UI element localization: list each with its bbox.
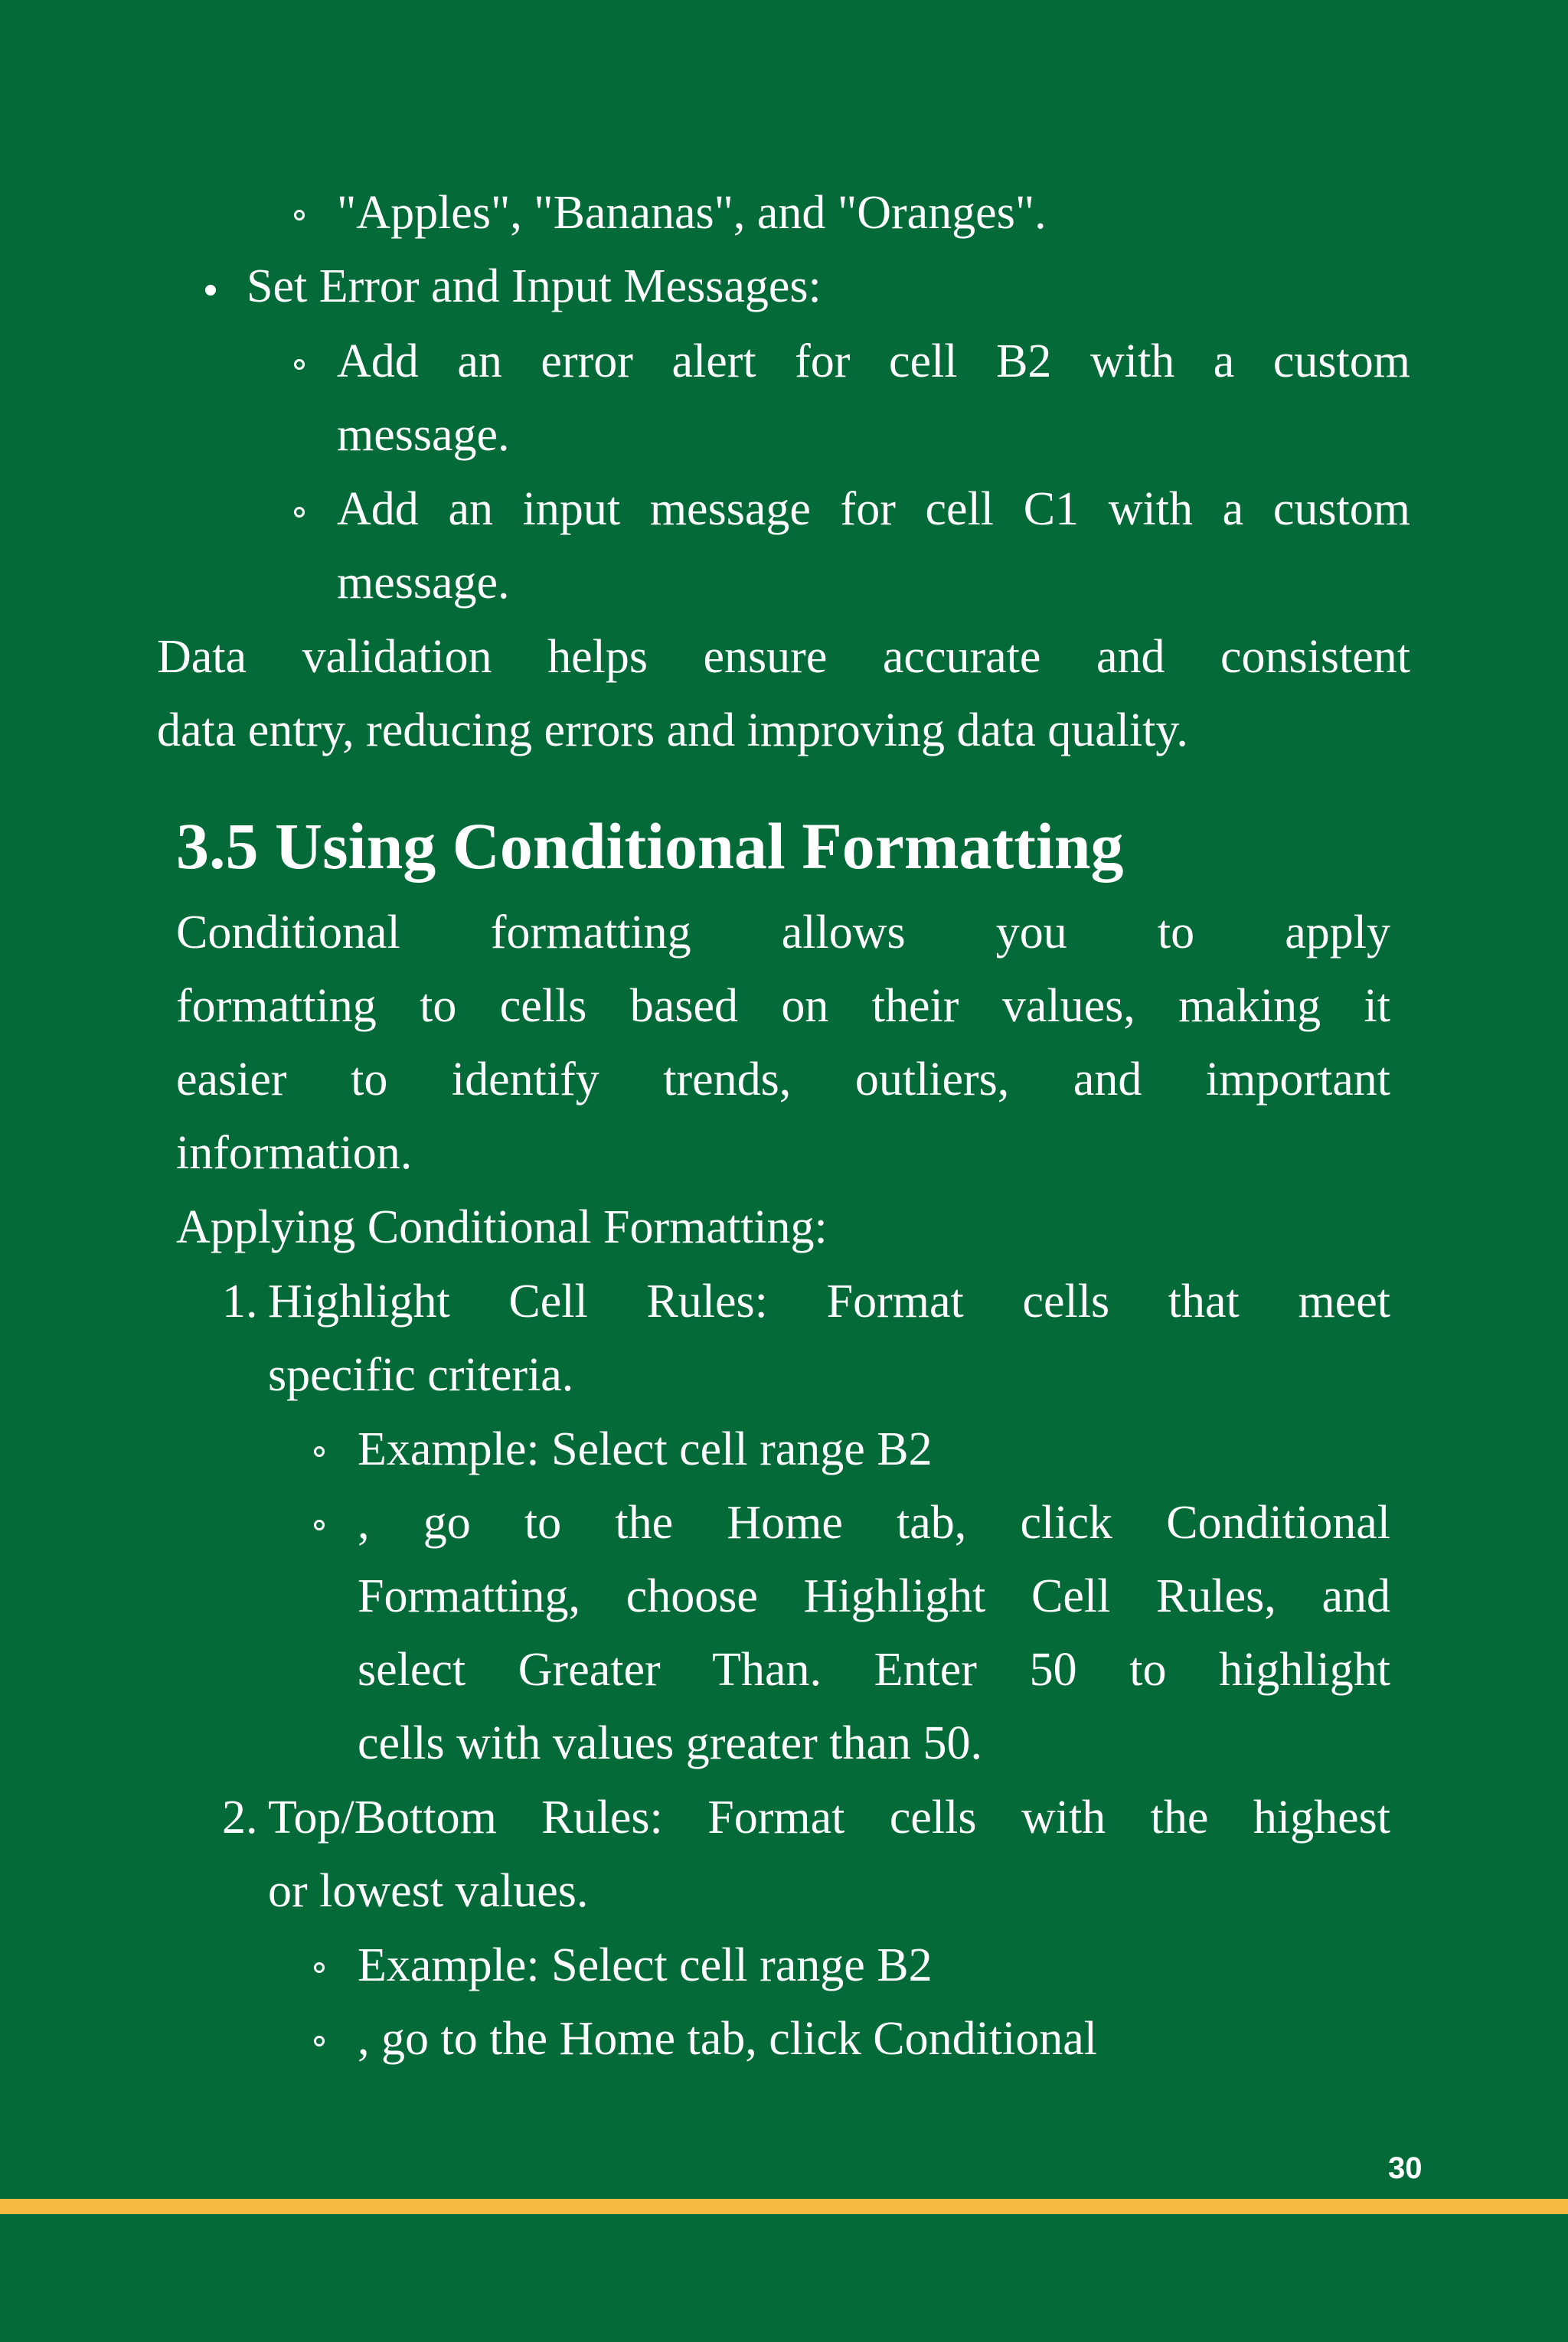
- hollow-bullet-icon: [294, 507, 305, 518]
- summary-paragraph-line2: data entry, reducing errors and improving data quality.: [157, 704, 1188, 756]
- hollow-bullet-icon: [314, 1520, 325, 1530]
- step-1-example: Example: Select cell range B2: [358, 1423, 933, 1475]
- hollow-bullet-icon: [314, 2036, 325, 2046]
- hollow-bullet-icon: [314, 1962, 325, 1973]
- hollow-bullet-icon: [294, 359, 305, 370]
- step-number: 1.: [222, 1276, 258, 1328]
- step-1-instructions-line4: cells with values greater than 50.: [358, 1717, 983, 1769]
- list-subitem-input-message-line2: message.: [337, 557, 510, 609]
- step-number: 2.: [222, 1792, 258, 1844]
- section-heading: 3.5 Using Conditional Formatting: [176, 809, 1124, 883]
- step-1-instructions-line3: select Greater Than. Enter 50 to highlight: [358, 1644, 1390, 1696]
- footer-divider: [0, 2199, 1568, 2214]
- list-subitem-error-alert-line1: Add an error alert for cell B2 with a custom: [337, 335, 1410, 387]
- list-item-error-input-messages: Set Error and Input Messages:: [247, 260, 822, 312]
- step-2-example: Example: Select cell range B2: [358, 1939, 933, 1991]
- hollow-bullet-icon: [294, 210, 305, 220]
- step-2-line2: or lowest values.: [268, 1865, 589, 1917]
- intro-paragraph-line3: easier to identify trends, outliers, and important: [176, 1053, 1390, 1106]
- intro-paragraph-line4: information.: [176, 1127, 413, 1179]
- step-1-line1: Highlight Cell Rules: Format cells that meet: [268, 1276, 1390, 1328]
- list-subitem-input-message-line1: Add an input message for cell C1 with a custom: [337, 483, 1410, 535]
- subheading-applying: Applying Conditional Formatting:: [176, 1201, 828, 1253]
- step-1-line2: specific criteria.: [268, 1349, 574, 1401]
- step-1-instructions-line1: , go to the Home tab, click Conditional: [358, 1497, 1390, 1549]
- step-2-line1: Top/Bottom Rules: Format cells with the highest: [268, 1792, 1390, 1844]
- intro-paragraph-line1: Conditional formatting allows you to apply: [176, 906, 1390, 959]
- step-1-instructions-line2: Formatting, choose Highlight Cell Rules, and: [358, 1570, 1390, 1622]
- list-subitem-fruits: "Apples", "Bananas", and "Oranges".: [337, 187, 1047, 239]
- page-number: 30: [1388, 2151, 1423, 2185]
- solid-bullet-icon: [205, 285, 216, 296]
- step-2-instructions-line1: , go to the Home tab, click Conditional: [358, 2013, 1097, 2065]
- hollow-bullet-icon: [314, 1446, 325, 1457]
- intro-paragraph-line2: formatting to cells based on their values, making it: [176, 980, 1390, 1032]
- summary-paragraph-line1: Data validation helps ensure accurate and consistent: [157, 631, 1410, 683]
- list-subitem-error-alert-line2: message.: [337, 409, 510, 461]
